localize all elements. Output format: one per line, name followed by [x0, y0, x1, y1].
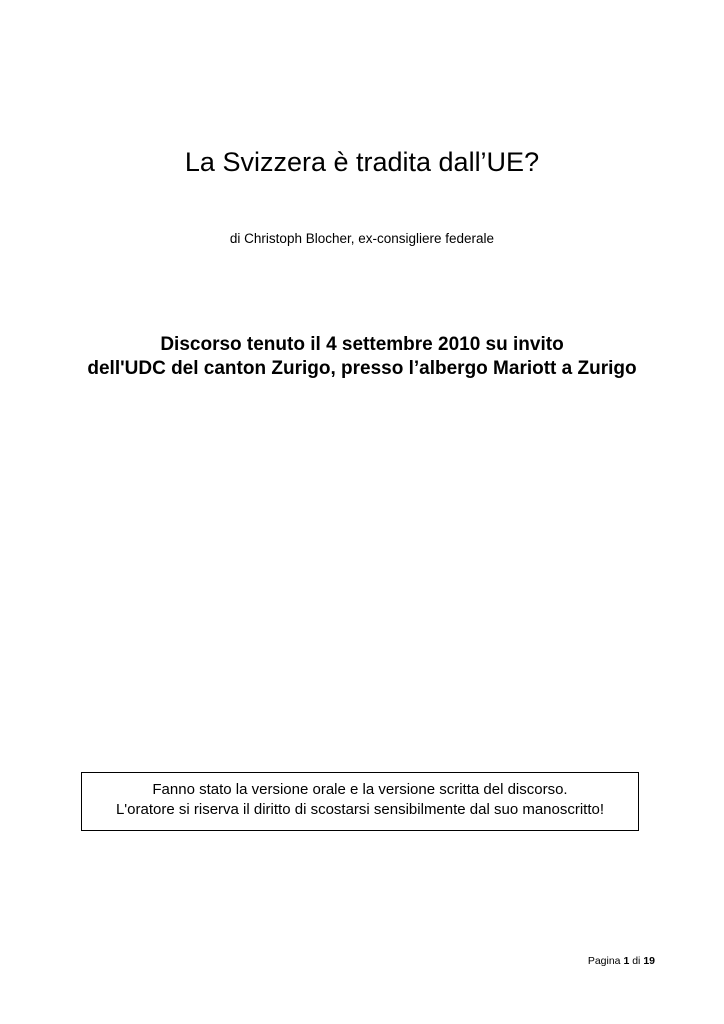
- disclaimer-line: Fanno stato la versione orale e la versione scritta del discorso.: [152, 781, 568, 798]
- disclaimer-box: [81, 772, 639, 831]
- disclaimer-line: L'oratore si riserva il diritto di scostarsi sensibilmente dal suo manoscritto!: [115, 801, 605, 818]
- page-label: Pagina: [587, 955, 621, 967]
- speech-info: [0, 333, 724, 381]
- total-pages: 19: [643, 955, 655, 967]
- document-title: La Svizzera è tradita dall’UE?: [184, 147, 540, 177]
- of-label: di: [632, 955, 641, 967]
- page-number: 1: [623, 955, 630, 967]
- author-byline: di Christoph Blocher, ex-consigliere federale: [229, 231, 495, 246]
- speech-info-line: Discorso tenuto il 4 settembre 2010 su invito: [160, 334, 564, 355]
- page-footer: [588, 954, 655, 968]
- speech-info-line: dell'UDC del canton Zurigo, presso l’albergo Mariott a Zurigo: [87, 358, 637, 379]
